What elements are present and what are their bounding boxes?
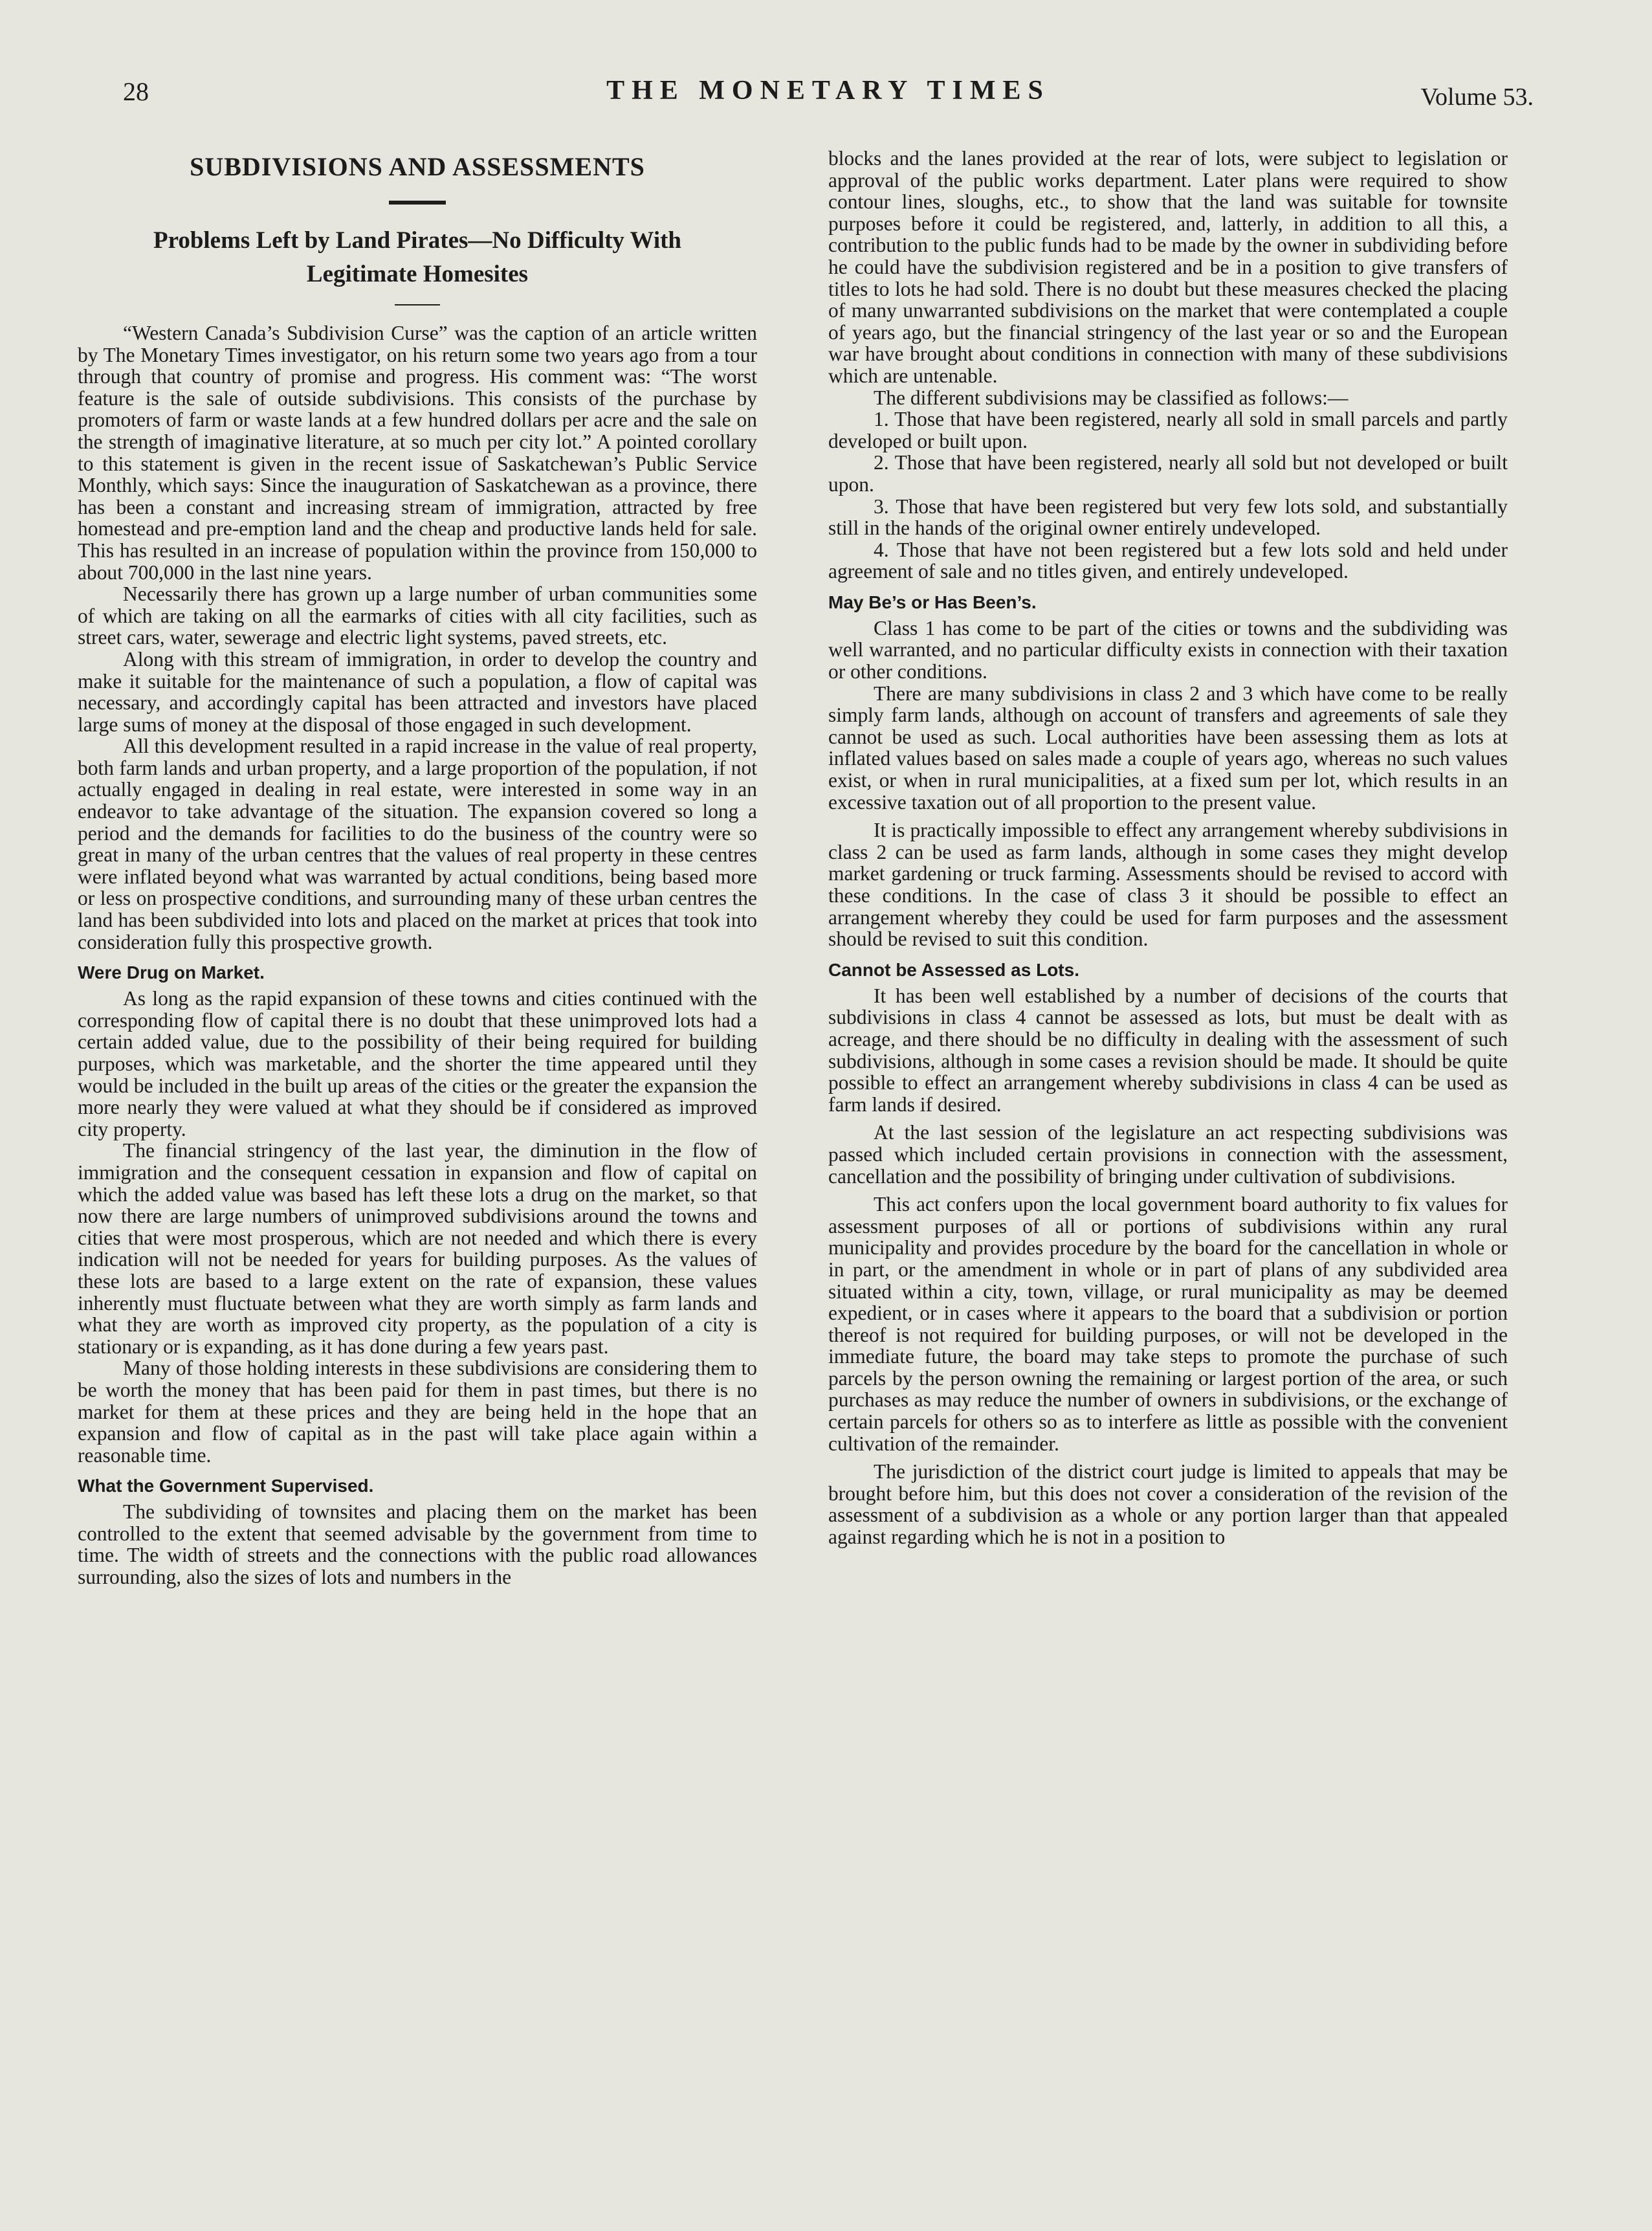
subtitle-rule — [395, 304, 440, 305]
section-heading: Cannot be Assessed as Lots. — [828, 959, 1079, 980]
section-heading: Were Drug on Market. — [78, 962, 265, 983]
paragraph: At the last session of the legislature an act respecting subdivisions was passed which included certain provisions in connection with the assessment, cancellation and the possibility of bringing under cultivation of subdivisions. — [828, 1121, 1508, 1188]
paragraph: 4. Those that have not been registered but a few lots sold and held under agreement of sale and no titles given, and entirely undeveloped. — [828, 538, 1508, 583]
paragraph: 3. Those that have been registered but very few lots sold, and substantially still in the hands of the original owner entirely undeveloped. — [828, 494, 1508, 540]
paragraph: All this development resulted in a rapid increase in the value of real property, both farm lands and urban property, and a large proportion of the population, if not actually engaged in dealing in real estate, were interested in some way in an endeavor to take advantage of the situation. The expansion covered so long a period and the demands for facilities to do the business of the country were so great in many of the urban centres that the values of real property in these centres were inflated beyond what was warranted by actual conditions, being based more or less on prospective conditions, and surrounding many of these urban centres the land has been subdivided into lots and placed on the market at prices that took into consideration fully this prospective growth. — [78, 735, 757, 953]
paragraph: This act confers upon the local government board authority to fix values for assessment purposes of all or portions of subdivisions within any rural municipality and provides procedure by the board for the cancellation in whole or in part, or the amendment in whole or in part of plans of any subdivided area situated within a city, town, village, or rural municipality as may be deemed expedient, or in cases where it appears to the board that a subdivision or portion thereof is not required for building purposes, or will not be developed in the immediate future, the board may take steps to promote the purchase of such parcels by the person owning the remaining or largest portion of the area, or such purchases as may reduce the number of owners in subdivisions, or the exchange of certain parcels for others so as to interfere as little as possible with the convenient cultivation of the remainder. — [828, 1193, 1508, 1455]
article-title: SUBDIVISIONS AND ASSESSMENTS — [190, 152, 645, 181]
paragraph: 1. Those that have been registered, nearly all sold in small parcels and partly developed or built upon. — [828, 408, 1508, 452]
right-column — [828, 148, 1508, 1548]
page-number: 28 — [123, 77, 149, 106]
section-heading: What the Government Supervised. — [78, 1476, 374, 1496]
paragraph: “Western Canada’s Subdivision Curse” was the caption of an article written by The Monetary Times investigator, on his return some two years ago from a tour through that country of promise and progress. His comment was: “The worst feature is the sale of outside subdivisions. This consists of the purchase by promoters of farm or waste lands at a few hundred dollars per acre and the sale on the strength of imaginative literature, at so much per city lot.” A pointed corollary to this statement is given in the recent issue of Saskatchewan’s Public Service Monthly, which says: Since the inauguration of Saskatchewan as a province, there has been a constant and increasing stream of immigration, attracted by free homestead and pre-emption land and the cheap and productive lands held for sale. This has resulted in an increase of population within the province from 150,000 to about 700,000 in the last nine years. — [78, 322, 757, 584]
journal-title: THE MONETARY TIMES — [606, 76, 1050, 105]
paragraph: As long as the rapid expansion of these towns and cities continued with the corresponding flow of capital there is no doubt that these unimproved lots had a certain added value, due to the possibility of their being required for building purposes, which was marketable, and the shorter the time appeared until they would be included in the built up areas of the cities or the greater the expansion the more nearly they were valued at what they should be if considered as improved city property. — [78, 987, 757, 1140]
paragraph: The subdividing of townsites and placing them on the market has been controlled to the extent that seemed advisable by the government from time to time. The width of streets and the connections with the public road allowances surrounding, also the sizes of lots and numbers in the — [78, 1500, 757, 1589]
paragraph: blocks and the lanes provided at the rear of lots, were subject to legislation or approval of the public works department. Later plans were required to show contour lines, sloughs, etc., to show that the land was suitable for townsite purposes before it could be registered, and, latterly, in addition to all this, a contribution to the public funds had to be made by the owner in subdividing before he could have the subdivision registered and be in a position to give transfers of titles to lots he had sold. There is no doubt but these measures checked the placing of many unwarranted subdivisions on the market that were contemplated a couple of years ago, but the financial stringency of the last year or so and the European war have brought about conditions in connection with many of these subdivisions which are untenable. — [828, 147, 1508, 387]
paragraph: Along with this stream of immigration, in order to develop the country and make it suitable for the maintenance of such a population, a flow of capital was necessary, and accordingly capital has been attracted and investors have placed large sums of money at the disposal of those engaged in such development. — [78, 647, 757, 736]
paragraph: It is practically impossible to effect any arrangement whereby subdivisions in class 2 can be used as farm lands, although in some cases they might develop market gardening or truck farming. Assessments should be revised to accord with these conditions. In the case of class 3 it should be possible to effect an arrangement whereby they could be used for farm purposes and the assessment should be revised to suit this condition. — [828, 819, 1508, 951]
left-column — [78, 148, 757, 1588]
article-subtitle: Problems Left by Land Pirates—No Difficulty With Legitimate Homesites — [153, 227, 682, 287]
paragraph: The financial stringency of the last year, the diminution in the flow of immigration and the consequent cessation in expansion and flow of capital on which the added value was based has left these lots a drug on the market, so that now there are large numbers of unimproved subdivisions around the towns and cities that were most prosperous, which are not needed and which there is every indication will not be needed for years for building purposes. As the values of these lots are based to a large extent on the rate of expansion, these values inherently must fluctuate between what they are worth simply as farm lands and what they are worth as improved city property, as the population of a city is stationary or is expanding, as it has done during a few years past. — [78, 1139, 757, 1358]
paragraph: There are many subdivisions in class 2 and 3 which have come to be really simply farm lands, although on account of transfers and agreements of sale they cannot be used as such. Local authorities have been assessing them as lots at inflated values based on sales made a couple of years ago, whereas no such values exist, or when in rural municipalities, at a fixed sum per lot, which results in an excessive taxation out of all proportion to the present value. — [828, 682, 1508, 814]
page-header — [123, 72, 1534, 124]
paragraph: 2. Those that have been registered, nearly all sold but not developed or built upon. — [828, 451, 1508, 496]
paragraph: Class 1 has come to be part of the cities or towns and the subdividing was well warranted, and no particular difficulty exists in connection with their taxation or other conditions. — [828, 616, 1508, 683]
section-heading: May Be’s or Has Been’s. — [828, 592, 1037, 612]
paragraph: The different subdivisions may be classified as follows:— — [874, 386, 1349, 409]
title-rule — [389, 201, 446, 205]
paragraph: It has been well established by a number of decisions of the courts that subdivisions in class 4 cannot be assessed as lots, but must be dealt with as acreage, and there should be no difficulty in dealing with the assessment of such subdivisions, although in some cases a revision should be made. It should be quite possible to effect an arrangement whereby subdivisions in class 4 can be used as farm lands if desired. — [828, 984, 1508, 1116]
paragraph: Many of those holding interests in these subdivisions are considering them to be worth the money that has been paid for them in past times, but there is no market for them at these prices and they are being held in the hope that an expansion and flow of capital as in the past will take place again within a reasonable time. — [78, 1357, 757, 1467]
paragraph: Necessarily there has grown up a large number of urban communities some of which are taking on all the earmarks of cities with all city facilities, such as street cars, water, sewerage and electric light systems, paved streets, etc. — [78, 583, 757, 649]
volume-label: Volume 53. — [1420, 83, 1534, 111]
paragraph: The jurisdiction of the district court judge is limited to appeals that may be brought before him, but this does not cover a consideration of the revision of the assessment of a subdivision as a whole or any portion larger than that appealed against regarding which he is not in a position to — [828, 1460, 1508, 1549]
